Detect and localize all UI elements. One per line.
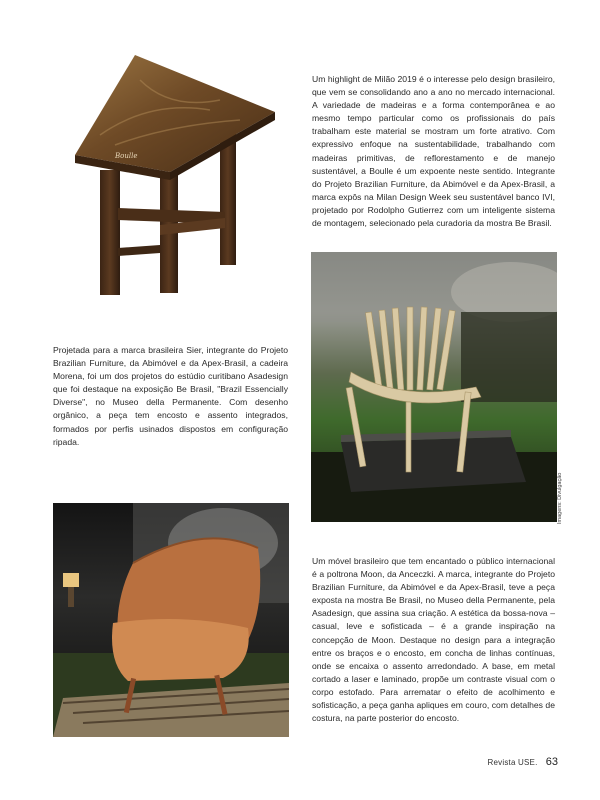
page-number: 63 [545, 756, 558, 768]
article-text-moon: Um móvel brasileiro que tem encantado o público internacional é a poltrona Moon, da Anceczki. A marca, integrante do Projeto Brazilian Furniture, da Abimóvel e da Apex-Brasil, teve a peça exposta na mostra Be Brasil, no Museo della Permanente, pela Asadesign, que assina sua criação. A estética da bossa-nova – casual, leve e sofisticada – é a grande inspiração na concepção de Moon. Destaque no design para a integração entre os braços e o encosto, em concha de linhas contínuas, onde se encaixa o assento arredondado. A base, em metal cortado a laser e laminado, propõe um contraste visual com o corpo estofado. Para arrematar o efeito de acolhimento e sofisticação, a peça ganha apliques em couro, com detalhes de costura, na parte posterior do encosto. [312, 556, 555, 724]
page-footer [488, 756, 558, 768]
stool-image [60, 40, 290, 310]
morena-chair-photo [311, 252, 557, 522]
magazine-name: Revista USE. [487, 758, 538, 767]
moon-armchair-photo [53, 503, 289, 737]
article-text-morena: Projetada para a marca brasileira Sier, integrante do Projeto Brazilian Furniture, da Abimóvel e da Apex-Brasil, a cadeira Morena, foi um dos projetos do estúdio curitibano Asadesign que foi destaque na exposição Be Brasil, "Brazil Essencially Diverse", no Museo della Permanente. Com desenho orgânico, a peça tem encosto e assento integrados, formados por perfis usinados dispostos em configuração ripada. [53, 345, 288, 447]
article-text-boulle: Um highlight de Milão 2019 é o interesse pelo design brasileiro, que vem se consolidando ano a ano no mercado internacional. A variedade de madeiras e a forma contemporânea e ao mesmo tempo particular como os profissionais do país trabalham este material se mostram um forte atrativo. Com expressivo enfoque na sustentabilidade, trabalhando com madeiras primitivas, de reflorestamento e de manejo sustentável, a Boulle é um expoente neste sentido. Integrante do Projeto Brazilian Furniture, da Abimóvel e da Apex-Brasil, a marca expôs na Milan Design Week seu sustentável banco IVI, projetado por Rodolpho Gutierrez com um inteligente sistema de montagem, selecionado pela curadoria da mostra Be Brasil. [312, 74, 555, 229]
photo-credit: Imagens: Divulgação [557, 472, 563, 524]
stool-brand-mark: Boulle [115, 152, 138, 160]
